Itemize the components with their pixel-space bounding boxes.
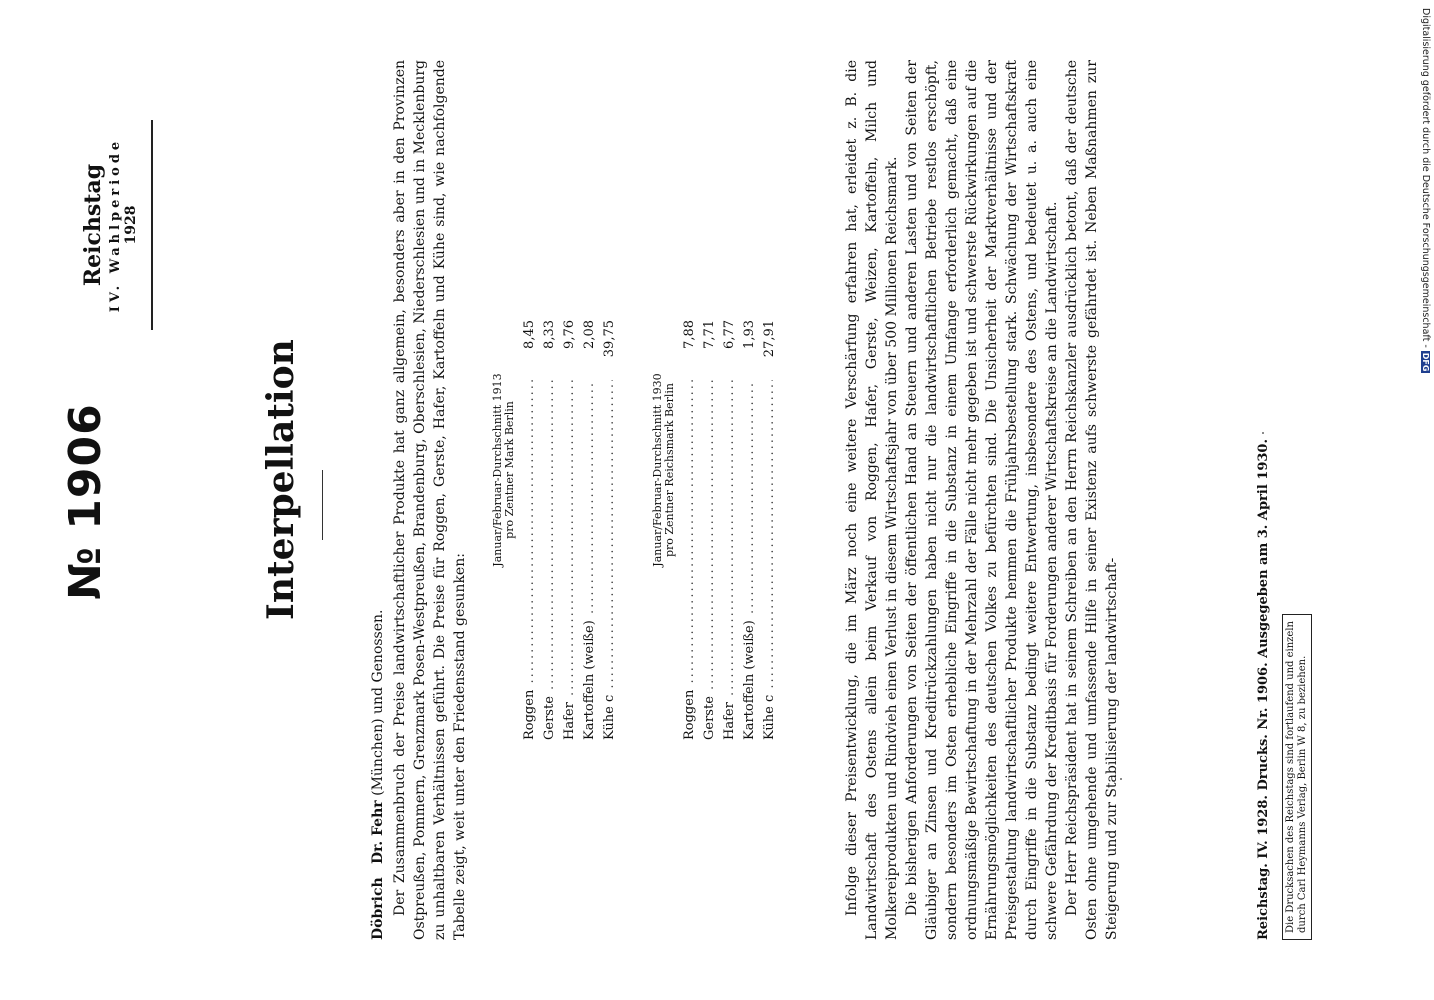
table-row xyxy=(720,320,740,740)
document-number: № 1906 xyxy=(60,403,111,600)
publisher-note-line: durch Carl Heymanns Verlag, Berlin W 8, zu beziehen. xyxy=(1297,655,1308,933)
intro-paragraph: Der Zusammenbruch der Preise landwirtschaftlicher Produkte hat ganz allgemein, besonders aber in den Provinzen Ostpreußen, Pommern, Grenzmark Posen-Westpreußen, Brandenburg, Oberschlesien, Niederschlesien und in Mecklenburg zu unhaltbaren Verhältnissen geführt. Die Preise für Roggen, Gerste, Hafer, Kartoffeln und Kühe sind, wie nachfolgende Tabelle zeigt, weit unter den Friedensstand gesunken: xyxy=(392,60,468,940)
election-period: IV. Wahlperiode xyxy=(108,137,123,313)
paragraph: Der Herr Reichspräsident hat in seinem Schreiben an den Herrn Reichskanzler ausdrücklich betont, daß der deutsche Osten ohne umgehende und umfassende Hilfe in seiner Existenz aufs schwerste gefährdet ist. Neben Maßnahmen zur Steigerung und zur Stabilisierung der landwirtschaft- xyxy=(1064,60,1120,940)
row-value: 7,71 xyxy=(700,320,720,380)
table-row xyxy=(520,320,540,740)
row-label: Roggen ..... xyxy=(520,380,540,740)
document-page xyxy=(60,40,1320,940)
body-paragraphs xyxy=(842,60,1122,940)
row-label: Hafer ..... xyxy=(560,380,580,740)
paragraph: Infolge dieser Preisentwicklung, die im März noch eine weitere Verschärfung erfahren hat, erleidet z. B. die Landwirtschaft des Ostens allein beim Verkauf von Roggen, Hafer, Gerste, Weizen, Kartoffeln, Milch und Molkereiprodukten und Rindvieh einen Verlust in diesem Wirtschaftsjahr von über 500 Millionen Reichsmark. xyxy=(844,60,900,940)
table-row xyxy=(760,320,780,740)
table-heading xyxy=(492,320,516,620)
row-label: Kartoffeln (weiße) ..... xyxy=(580,380,600,740)
row-value: 9,76 xyxy=(560,320,580,380)
footer-line: Reichstag. IV. 1928. Drucks. Nr. 1906. Ausgegeben am 3. April 1930. xyxy=(1256,439,1271,940)
row-label: Gerste ..... xyxy=(540,380,560,740)
row-value: 2,08 xyxy=(580,320,600,380)
table-row xyxy=(540,320,560,740)
scan-speck xyxy=(1262,432,1264,434)
table-heading xyxy=(652,320,676,620)
row-label: Roggen ..... xyxy=(680,380,700,740)
signatory-rest: (München) und Genossen. xyxy=(370,609,386,796)
signatories-line xyxy=(370,610,386,941)
row-value: 8,33 xyxy=(540,320,560,380)
publisher-note-line: Die Drucksachen des Reichstags sind fortlaufend und einzeln xyxy=(1285,621,1296,933)
scan-speck xyxy=(1120,778,1122,780)
reichstag-title: Reichstag xyxy=(80,163,106,287)
table-row xyxy=(680,320,700,740)
table-heading-unit: pro Zentner Reichsmark Berlin xyxy=(663,383,676,558)
row-label: Kühe c ..... xyxy=(760,380,780,740)
row-value: 6,77 xyxy=(720,320,740,380)
table-heading-line: Januar/Februar-Durchschnitt 1930 xyxy=(651,373,664,567)
row-value: 39,75 xyxy=(600,320,620,380)
row-value: 8,45 xyxy=(520,320,540,380)
table-heading-line: Januar/Februar-Durchschnitt 1913 xyxy=(491,373,504,567)
row-value: 7,88 xyxy=(680,320,700,380)
publisher-note xyxy=(1282,614,1312,940)
signatory-name: Döbrich xyxy=(370,877,386,940)
row-label: Hafer ..... xyxy=(720,380,740,740)
row-label: Kartoffeln (weiße) ..... xyxy=(740,380,760,740)
heading-divider xyxy=(322,470,323,540)
dfg-logo: DFG xyxy=(1421,352,1430,372)
print-footer xyxy=(1256,439,1271,940)
signatory-dr: Dr. Fehr xyxy=(370,800,386,864)
row-value: 27,91 xyxy=(760,320,780,380)
reichstag-header xyxy=(80,120,139,330)
table-row xyxy=(700,320,720,740)
table-row xyxy=(600,320,620,740)
credit-text: Digitalisierung gefördert durch die Deutsche Forschungsgemeinschaft - xyxy=(1420,8,1431,348)
row-label: Kühe c ..... xyxy=(600,380,620,740)
document-heading: Interpellation xyxy=(260,339,302,620)
digitization-credit xyxy=(1418,8,1432,388)
period-year: 1928 xyxy=(123,205,139,245)
row-label: Gerste ..... xyxy=(700,380,720,740)
price-table-1913 xyxy=(492,320,620,740)
paragraph: Die bisherigen Anforderungen von Seiten der öffentlichen Hand an Steuern und anderen Lasten und von Seiten der Gläubiger an Zinsen und Kreditrückzahlungen haben nicht nur die landwirtschaftlichen Betriebe restlos erschöpft, sondern besonders im Osten erhebliche Eingriffe in die Substanz in einem Umfange erforderlich gemacht, daß eine ordnungsmäßige Bewirtschaftung in der Mehrzahl der Fälle nicht mehr gegeben ist und schwerste Rückwirkungen auf die Ernährungsmöglichkeiten des deutschen Volkes zu befürchten sind. Die Unsicherheit der Marktverhältnisse und der Preisgestaltung landwirtschaftlicher Produkte hemmen die Frühjahrsbestellung stark. Schwächung der Wirtschaftskraft durch Eingriffe in die Substanz bedingt weitere Entwertung, insbesondere des Ostens, und bedeutet u. a. auch eine schwere Gefährdung der Kreditbasis für Forderungen anderer Wirtschaftskreise an die Landwirtschaft. xyxy=(904,60,1060,940)
header-rule xyxy=(151,120,153,330)
price-table-1930 xyxy=(652,320,780,740)
table-heading-unit: pro Zentner Mark Berlin xyxy=(503,401,516,539)
table-row xyxy=(560,320,580,740)
table-row xyxy=(740,320,760,740)
row-value: 1,93 xyxy=(740,320,760,380)
table-row xyxy=(580,320,600,740)
